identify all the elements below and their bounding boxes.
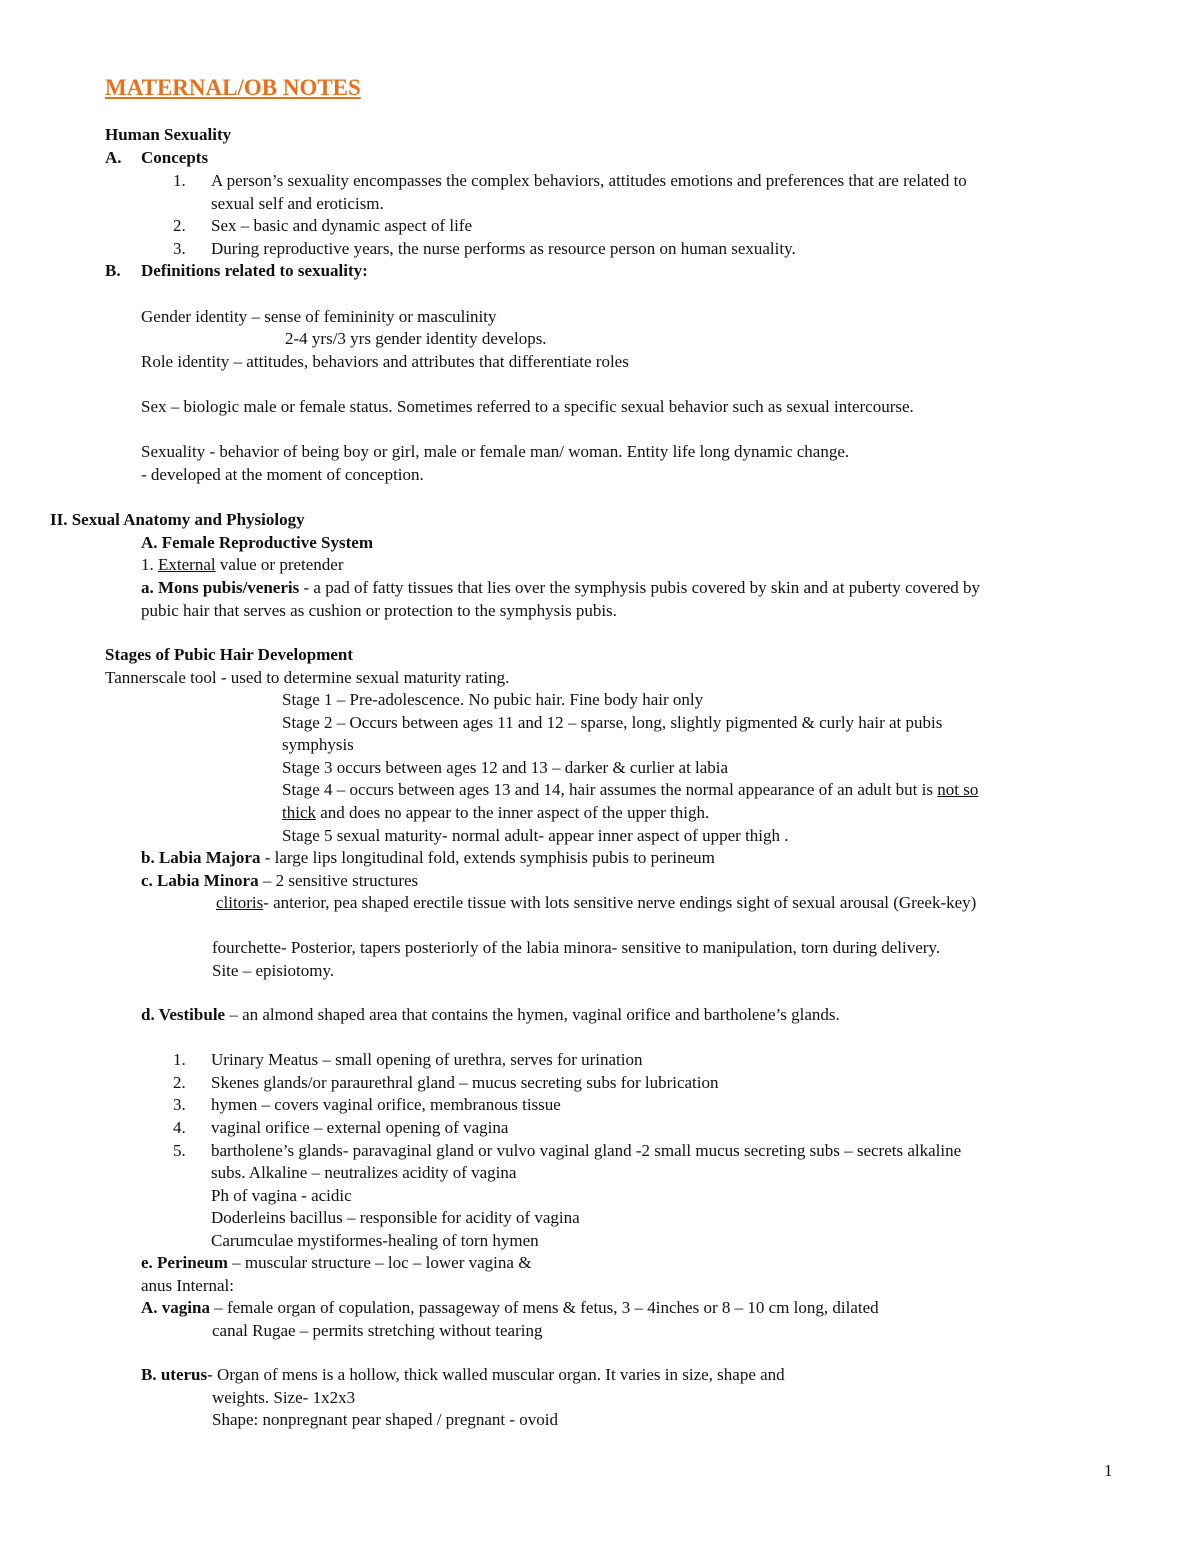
list-item-continued: Doderleins bacillus – responsible for acidity of vagina (211, 1208, 580, 1227)
labia-minora-line: c. Labia Minora – 2 sensitive structures (141, 871, 419, 890)
definition-gender-identity-age: 2-4 yrs/3 yrs gender identity develops. (285, 329, 547, 348)
list-item: 4. vaginal orifice – external opening of vagina (173, 1118, 509, 1137)
uterus-line: B. uterus- Organ of mens is a hollow, thick walled muscular organ. It varies in size, shape and (141, 1365, 785, 1384)
uterus-shape-line: Shape: nonpregnant pear shaped / pregnant - ovoid (212, 1410, 559, 1429)
mons-pubis-line-continued: pubic hair that serves as cushion or protection to the symphysis pubis. (141, 601, 617, 620)
vagina-line: A. vagina – female organ of copulation, passageway of mens & fetus, 3 – 4inches or 8 – 10 cm long, dilated (141, 1298, 879, 1317)
heading-concepts: A. Concepts (105, 148, 209, 167)
perineum-line: e. Perineum – muscular structure – loc – lower vagina & (141, 1253, 532, 1272)
page-number: 1 (1104, 1461, 1113, 1480)
list-item: 5. bartholene’s glands- paravaginal gland or vulvo vaginal gland -2 small mucus secreting subs – secrets alkaline (173, 1141, 962, 1160)
labia-majora-line: b. Labia Majora - large lips longitudinal fold, extends symphisis pubis to perineum (141, 848, 715, 867)
stage-4-continued: thick and does no appear to the inner aspect of the upper thigh. (282, 803, 710, 822)
list-item: 3. During reproductive years, the nurse performs as resource person on human sexuality. (173, 239, 796, 258)
stage-3: Stage 3 occurs between ages 12 and 13 – darker & curlier at labia (282, 758, 729, 777)
site-line: Site – episiotomy. (212, 961, 335, 980)
external-line: 1. External value or pretender (141, 555, 344, 574)
stage-1: Stage 1 – Pre-adolescence. No pubic hair. Fine body hair only (282, 690, 704, 709)
list-item: 2. Skenes glands/or paraurethral gland – mucus secreting subs for lubrication (173, 1073, 719, 1092)
list-item-continued: subs. Alkaline – neutralizes acidity of vagina (211, 1163, 517, 1182)
fourchette-line: fourchette- Posterior, tapers posteriorly of the labia minora- sensitive to manipulation, torn during delivery. (212, 938, 941, 957)
definition-sexuality: Sexuality - behavior of being boy or girl, male or female man/ woman. Entity life long dynamic change. (141, 442, 850, 461)
list-item: 2. Sex – basic and dynamic aspect of life (173, 216, 473, 235)
definition-role-identity: Role identity – attitudes, behaviors and attributes that differentiate roles (141, 352, 629, 371)
list-item: 1. Urinary Meatus – small opening of urethra, serves for urination (173, 1050, 643, 1069)
mons-pubis-line: a. Mons pubis/veneris - a pad of fatty tissues that lies over the symphysis pubis covered by skin and at puberty covered by (141, 578, 981, 597)
definition-gender-identity: Gender identity – sense of femininity or masculinity (141, 307, 497, 326)
list-item: 1. A person’s sexuality encompasses the complex behaviors, attitudes emotions and preferences that are related to (173, 171, 967, 190)
tanner-scale-line: Tannerscale tool - used to determine sexual maturity rating. (105, 668, 510, 687)
vestibule-line: d. Vestibule – an almond shaped area that contains the hymen, vaginal orifice and bartholene’s glands. (141, 1005, 840, 1024)
stage-4: Stage 4 – occurs between ages 13 and 14, hair assumes the normal appearance of an adult but is not so (282, 780, 979, 799)
list-item: 3. hymen – covers vaginal orifice, membranous tissue (173, 1095, 561, 1114)
list-item-continued: sexual self and eroticism. (211, 194, 384, 213)
list-item-continued: Ph of vagina - acidic (211, 1186, 352, 1205)
uterus-line-continued: weights. Size- 1x2x3 (212, 1388, 356, 1407)
heading-female-reproductive-system: A. Female Reproductive System (141, 533, 373, 552)
stage-5: Stage 5 sexual maturity- normal adult- appear inner aspect of upper thigh . (282, 826, 789, 845)
anus-internal-line: anus Internal: (141, 1276, 234, 1295)
stage-2-continued: symphysis (282, 735, 354, 754)
stage-2: Stage 2 – Occurs between ages 11 and 12 – sparse, long, slightly pigmented & curly hair at pubis (282, 713, 943, 732)
page-title: MATERNAL/OB NOTES (105, 75, 361, 100)
definition-sexuality-development: - developed at the moment of conception. (141, 465, 424, 484)
heading-stages-pubic-hair: Stages of Pubic Hair Development (105, 645, 354, 664)
heading-definitions: B. Definitions related to sexuality: (105, 261, 368, 280)
vagina-line-continued: canal Rugae – permits stretching without tearing (212, 1321, 543, 1340)
heading-human-sexuality: Human Sexuality (105, 125, 232, 144)
clitoris-line: clitoris- anterior, pea shaped erectile tissue with lots sensitive nerve endings sight of sexual arousal (Greek-key) (216, 893, 977, 912)
definition-sex: Sex – biologic male or female status. Sometimes referred to a specific sexual behavior such as sexual intercourse. (141, 397, 914, 416)
heading-section-2: II. Sexual Anatomy and Physiology (50, 510, 305, 529)
list-item-continued: Carumculae mystiformes-healing of torn hymen (211, 1231, 539, 1250)
